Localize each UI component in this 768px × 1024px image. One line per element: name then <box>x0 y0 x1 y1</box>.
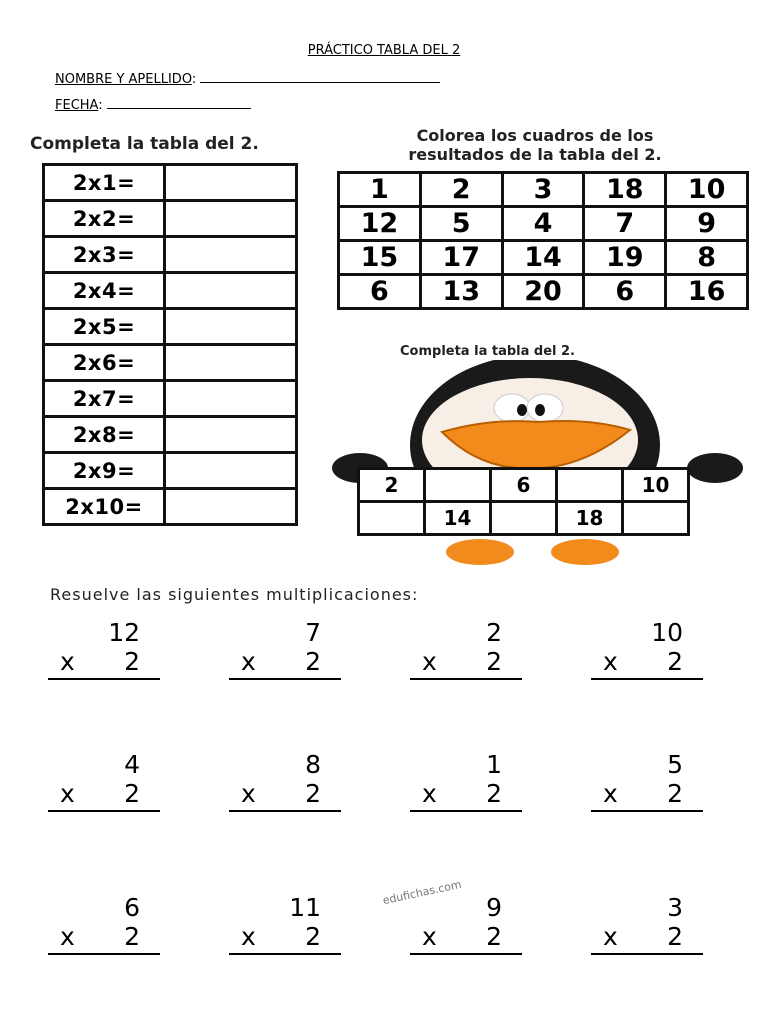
color-grid-cell[interactable]: 17 <box>420 241 502 275</box>
color-grid-cell[interactable]: 13 <box>420 275 502 309</box>
multiplication-problem <box>591 893 703 955</box>
left-section-title: Completa la tabla del 2. <box>30 134 259 154</box>
multiplier: 2 <box>486 922 502 951</box>
color-grid-cell[interactable]: 3 <box>502 173 584 207</box>
times-table-question: 2x5= <box>44 309 165 345</box>
multiplier: 2 <box>667 779 683 808</box>
multiplication-problem <box>591 618 703 680</box>
multiplier-row <box>410 780 522 812</box>
operator: x <box>422 647 437 676</box>
page-title: PRÁCTICO TABLA DEL 2 <box>307 43 461 58</box>
operator: x <box>241 647 256 676</box>
penguin-board <box>357 467 690 536</box>
multiplicand: 1 <box>486 750 502 779</box>
times-table-row <box>44 489 297 525</box>
multiplication-problem <box>229 893 341 955</box>
times-table-answer-box[interactable] <box>165 345 297 381</box>
penguin-board-cell[interactable] <box>359 502 425 535</box>
times-table-question: 2x3= <box>44 237 165 273</box>
multiplier: 2 <box>305 647 321 676</box>
operator: x <box>241 779 256 808</box>
penguin-board-cell[interactable] <box>491 502 557 535</box>
operator: x <box>603 647 618 676</box>
times-table-question: 2x2= <box>44 201 165 237</box>
times-table-question: 2x4= <box>44 273 165 309</box>
times-table-question: 2x10= <box>44 489 165 525</box>
color-grid-cell[interactable]: 1 <box>339 173 421 207</box>
times-table-row <box>44 273 297 309</box>
times-table-question: 2x6= <box>44 345 165 381</box>
multiplier: 2 <box>124 779 140 808</box>
name-blank[interactable] <box>200 70 440 83</box>
penguin-board-cell: 6 <box>491 469 557 502</box>
color-grid-cell[interactable]: 10 <box>666 173 748 207</box>
multiplier: 2 <box>667 922 683 951</box>
multiplication-problem <box>48 750 160 812</box>
penguin-board-cell: 2 <box>359 469 425 502</box>
multiplier: 2 <box>305 779 321 808</box>
multiplier-row <box>591 923 703 955</box>
multiplicand: 8 <box>305 750 321 779</box>
operator: x <box>60 922 75 951</box>
multiplicand: 11 <box>289 893 321 922</box>
times-table-row <box>44 309 297 345</box>
multiplier-row <box>229 648 341 680</box>
multiplicand: 5 <box>667 750 683 779</box>
color-grid-cell[interactable]: 20 <box>502 275 584 309</box>
color-grid <box>337 171 749 310</box>
color-grid-cell[interactable]: 18 <box>584 173 666 207</box>
color-grid-cell[interactable]: 15 <box>339 241 421 275</box>
penguin-board-row <box>359 502 689 535</box>
color-grid-cell[interactable]: 19 <box>584 241 666 275</box>
color-grid-cell[interactable]: 7 <box>584 207 666 241</box>
operator: x <box>603 922 618 951</box>
times-table-question: 2x1= <box>44 165 165 201</box>
color-grid-cell[interactable]: 14 <box>502 241 584 275</box>
times-table-answer-box[interactable] <box>165 273 297 309</box>
color-grid-row <box>339 275 748 309</box>
multiplier-row <box>48 648 160 680</box>
color-grid-row <box>339 207 748 241</box>
times-table-row <box>44 453 297 489</box>
penguin-section-title: Completa la tabla del 2. <box>400 344 575 359</box>
times-table-row <box>44 381 297 417</box>
operator: x <box>241 922 256 951</box>
times-table-answer-box[interactable] <box>165 381 297 417</box>
times-table-question: 2x9= <box>44 453 165 489</box>
penguin-board-cell[interactable] <box>623 502 689 535</box>
times-table-answer-box[interactable] <box>165 489 297 525</box>
multiplier: 2 <box>124 922 140 951</box>
times-table-answer-box[interactable] <box>165 309 297 345</box>
multiplier: 2 <box>486 779 502 808</box>
multiplier-row <box>229 923 341 955</box>
times-table-row <box>44 165 297 201</box>
times-table-question: 2x7= <box>44 381 165 417</box>
multiplication-problem <box>410 618 522 680</box>
times-table-answer-box[interactable] <box>165 165 297 201</box>
color-grid-cell[interactable]: 6 <box>339 275 421 309</box>
color-grid-cell[interactable]: 12 <box>339 207 421 241</box>
multiplication-problem <box>229 750 341 812</box>
color-title-line2: resultados de la tabla del 2. <box>408 145 662 164</box>
times-table-answer-box[interactable] <box>165 201 297 237</box>
times-table-row <box>44 237 297 273</box>
times-table-row <box>44 201 297 237</box>
penguin-board-cell: 18 <box>557 502 623 535</box>
date-label: FECHA <box>55 98 99 113</box>
color-grid-row <box>339 241 748 275</box>
multiplication-problem <box>48 893 160 955</box>
multiplication-problem <box>410 893 522 955</box>
times-table-question: 2x8= <box>44 417 165 453</box>
multiplier-row <box>48 780 160 812</box>
multiplicand: 7 <box>305 618 321 647</box>
resolve-section-title: Resuelve las siguientes multiplicaciones: <box>50 585 419 604</box>
operator: x <box>603 779 618 808</box>
times-table <box>42 163 298 526</box>
penguin-board-cell: 14 <box>425 502 491 535</box>
multiplicand: 3 <box>667 893 683 922</box>
watermark: edufichas.com <box>381 877 463 908</box>
multiplier: 2 <box>124 647 140 676</box>
times-table-answer-box[interactable] <box>165 453 297 489</box>
multiplier-row <box>48 923 160 955</box>
color-grid-row <box>339 173 748 207</box>
color-grid-cell[interactable]: 8 <box>666 241 748 275</box>
multiplier-row <box>410 923 522 955</box>
times-table-row <box>44 417 297 453</box>
multiplicand: 10 <box>651 618 683 647</box>
multiplicand: 6 <box>124 893 140 922</box>
date-field-row: FECHA: <box>55 96 251 113</box>
color-grid-cell[interactable]: 4 <box>502 207 584 241</box>
color-grid-cell[interactable]: 16 <box>666 275 748 309</box>
penguin-board-cell[interactable] <box>425 469 491 502</box>
times-table-row <box>44 345 297 381</box>
color-grid-cell[interactable]: 9 <box>666 207 748 241</box>
name-label: NOMBRE Y APELLIDO <box>55 72 192 87</box>
multiplicand: 9 <box>486 893 502 922</box>
multiplier-row <box>229 780 341 812</box>
multiplier: 2 <box>305 922 321 951</box>
multiplier-row <box>410 648 522 680</box>
multiplier-row <box>591 780 703 812</box>
multiplication-problem <box>229 618 341 680</box>
color-grid-cell[interactable]: 5 <box>420 207 502 241</box>
color-grid-cell[interactable]: 2 <box>420 173 502 207</box>
times-table-answer-box[interactable] <box>165 417 297 453</box>
multiplier: 2 <box>667 647 683 676</box>
multiplicand: 12 <box>108 618 140 647</box>
operator: x <box>422 779 437 808</box>
times-table-answer-box[interactable] <box>165 237 297 273</box>
date-blank[interactable] <box>107 96 251 109</box>
color-title-line1: Colorea los cuadros de los <box>416 126 654 145</box>
name-field-row: NOMBRE Y APELLIDO: <box>55 70 440 87</box>
multiplicand: 2 <box>486 618 502 647</box>
operator: x <box>60 779 75 808</box>
multiplication-problem <box>48 618 160 680</box>
operator: x <box>422 922 437 951</box>
penguin-board-row <box>359 469 689 502</box>
multiplier: 2 <box>486 647 502 676</box>
multiplication-problem <box>410 750 522 812</box>
multiplication-problem <box>591 750 703 812</box>
penguin-board-cell[interactable] <box>557 469 623 502</box>
color-section-title <box>340 126 730 164</box>
color-grid-cell[interactable]: 6 <box>584 275 666 309</box>
penguin-board-cell: 10 <box>623 469 689 502</box>
multiplicand: 4 <box>124 750 140 779</box>
operator: x <box>60 647 75 676</box>
multiplier-row <box>591 648 703 680</box>
